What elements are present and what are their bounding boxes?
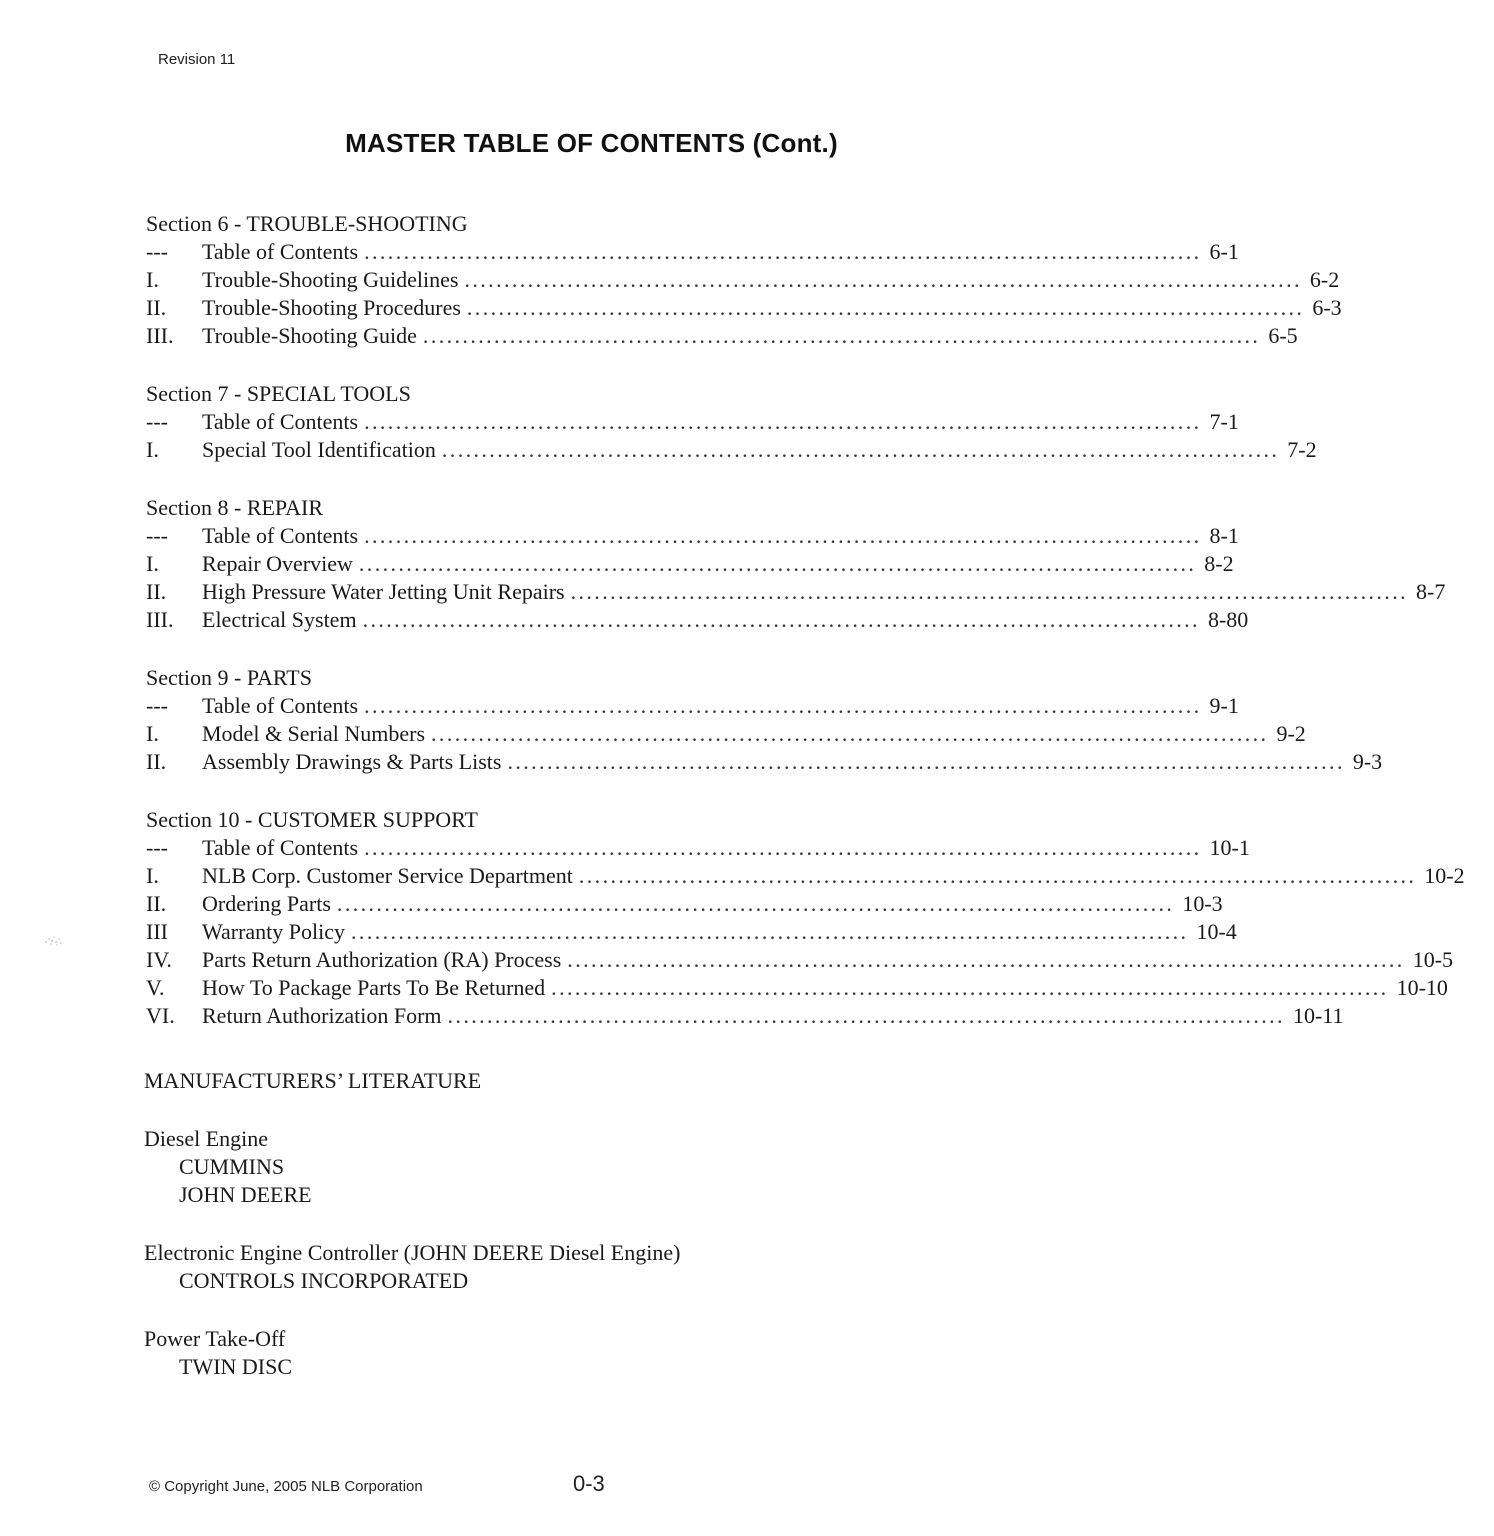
toc-section-6	[146, 210, 1342, 350]
revision-label: Revision 11	[158, 51, 236, 68]
entry-title: NLB Corp. Customer Service Department	[202, 863, 573, 888]
toc-entry[interactable]	[146, 890, 1223, 918]
dot-leader: ..........................................................................................................	[362, 607, 1200, 632]
toc-entry[interactable]	[146, 862, 1465, 890]
literature-manufacturer: JOHN DEERE	[179, 1182, 312, 1207]
entry-number: I.	[146, 437, 159, 462]
entry-title: Electrical System	[202, 607, 357, 632]
toc-entry[interactable]	[146, 692, 1239, 720]
entry-page: 10-3	[1182, 891, 1223, 916]
entry-page: 8-7	[1416, 579, 1446, 604]
entry-page: 8-80	[1207, 607, 1249, 632]
entry-number: II.	[146, 749, 167, 774]
entry-page: 10-4	[1196, 919, 1237, 944]
section-heading: Section 10 - CUSTOMER SUPPORT	[146, 807, 478, 832]
dot-leader: ..........................................................................................................	[364, 693, 1202, 718]
entry-number: II.	[146, 891, 167, 916]
entry-title: Assembly Drawings & Parts Lists	[202, 749, 502, 774]
entry-title: How To Package Parts To Be Returned	[202, 975, 546, 1000]
dot-leader: ..........................................................................................................	[431, 721, 1269, 746]
page-title: MASTER TABLE OF CONTENTS (Cont.)	[345, 128, 838, 158]
toc-entry[interactable]	[146, 578, 1446, 606]
dot-leader: ..........................................................................................................	[464, 267, 1302, 292]
entry-title: Return Authorization Form	[202, 1003, 442, 1028]
entry-title: Table of Contents	[202, 835, 359, 860]
literature-category: Electronic Engine Controller (JOHN DEERE Diesel Engine)	[144, 1240, 681, 1265]
entry-title: Table of Contents	[202, 693, 359, 718]
entry-page: 9-2	[1276, 721, 1306, 746]
dot-leader: ..........................................................................................................	[336, 891, 1175, 916]
entry-page: 6-3	[1312, 295, 1342, 320]
toc-section-10	[146, 806, 1465, 1030]
entry-page: 6-5	[1268, 323, 1298, 348]
dot-leader: ..........................................................................................................	[358, 551, 1197, 576]
entry-number: I.	[146, 267, 159, 292]
entry-page: 8-2	[1204, 551, 1234, 576]
entry-page: 9-3	[1352, 749, 1383, 774]
toc-entry[interactable]	[146, 720, 1306, 748]
entry-page: 6-1	[1209, 239, 1239, 264]
literature-group-power-take-off	[144, 1325, 680, 1381]
toc-section-8	[146, 494, 1446, 634]
literature-group-engine-controller	[144, 1239, 680, 1295]
literature-category: Power Take-Off	[144, 1326, 286, 1351]
entry-number: III.	[146, 323, 174, 348]
dot-leader: ..........................................................................................................	[447, 1003, 1285, 1028]
entry-title: Special Tool Identification	[202, 437, 436, 462]
entry-title: High Pressure Water Jetting Unit Repairs	[202, 579, 565, 604]
entry-number: ---	[146, 693, 168, 718]
entry-title: Trouble-Shooting Guidelines	[202, 267, 459, 292]
dot-leader: ..........................................................................................................	[570, 579, 1408, 604]
entry-number: ---	[146, 523, 168, 548]
entry-title: Trouble-Shooting Procedures	[202, 295, 461, 320]
copyright-notice: © Copyright June, 2005 NLB Corporation	[149, 1478, 423, 1495]
dot-leader: ..........................................................................................................	[422, 323, 1261, 348]
toc-entry[interactable]	[146, 322, 1298, 350]
dot-leader: ..........................................................................................................	[578, 863, 1417, 888]
literature-group-diesel-engine	[144, 1125, 680, 1209]
dot-leader: ..........................................................................................................	[551, 975, 1389, 1000]
entry-number: II.	[146, 579, 167, 604]
entry-number: ---	[146, 239, 168, 264]
entry-number: III.	[146, 607, 174, 632]
entry-page: 10-10	[1396, 975, 1448, 1000]
section-heading: Section 8 - REPAIR	[146, 495, 324, 520]
toc-entry[interactable]	[146, 748, 1383, 776]
entry-page: 7-1	[1209, 409, 1239, 434]
entry-page: 7-2	[1287, 437, 1317, 462]
entry-title: Trouble-Shooting Guide	[202, 323, 417, 348]
toc-entry[interactable]	[146, 522, 1239, 550]
toc-section-9	[146, 664, 1383, 776]
entry-title: Repair Overview	[202, 551, 353, 576]
dot-leader: ..........................................................................................................	[441, 437, 1280, 462]
entry-number: IV.	[146, 947, 172, 972]
dot-leader: ..........................................................................................................	[351, 919, 1189, 944]
dot-leader: ..........................................................................................................	[507, 749, 1345, 774]
entry-number: VI.	[146, 1003, 175, 1028]
entry-page: 10-2	[1424, 863, 1465, 888]
toc-entry[interactable]	[146, 550, 1234, 578]
section-heading: Section 6 - TROUBLE-SHOOTING	[146, 211, 468, 236]
entry-page: 10-5	[1412, 947, 1454, 972]
dot-leader: ..........................................................................................................	[567, 947, 1405, 972]
literature-heading: MANUFACTURERS’ LITERATURE	[144, 1068, 482, 1093]
entry-number: V.	[146, 975, 165, 1000]
toc-entry[interactable]	[146, 834, 1250, 862]
literature-manufacturer: CONTROLS INCORPORATED	[179, 1268, 469, 1293]
toc-entry[interactable]	[146, 918, 1237, 946]
toc-entry[interactable]	[146, 436, 1317, 464]
toc-section-7	[146, 380, 1317, 464]
toc-entry[interactable]	[146, 946, 1454, 974]
entry-page: 6-2	[1309, 267, 1340, 292]
entry-title: Ordering Parts	[202, 891, 331, 916]
section-heading: Section 7 - SPECIAL TOOLS	[146, 381, 411, 406]
entry-number: ---	[146, 409, 168, 434]
dot-leader: ..........................................................................................................	[364, 409, 1202, 434]
dot-leader: ..........................................................................................................	[364, 835, 1202, 860]
toc-entry[interactable]	[146, 606, 1249, 634]
entry-title: Parts Return Authorization (RA) Process	[202, 947, 562, 972]
manufacturers-literature	[144, 1067, 680, 1411]
dot-leader: ..........................................................................................................	[466, 295, 1305, 320]
toc-entry[interactable]	[146, 266, 1340, 294]
entry-number: ---	[146, 835, 168, 860]
entry-title: Table of Contents	[202, 523, 359, 548]
entry-page: 10-11	[1292, 1003, 1344, 1028]
entry-number: I.	[146, 551, 159, 576]
entry-number: II.	[146, 295, 167, 320]
scan-speck	[40, 930, 68, 948]
literature-category: Diesel Engine	[144, 1126, 269, 1151]
toc-entry[interactable]	[146, 1002, 1344, 1030]
dot-leader: ..........................................................................................................	[364, 239, 1202, 264]
entry-page: 10-1	[1209, 835, 1250, 860]
page-number: 0-3	[573, 1471, 605, 1496]
entry-number: I.	[146, 863, 159, 888]
toc-entry[interactable]	[146, 294, 1342, 322]
entry-page: 9-1	[1209, 693, 1239, 718]
literature-manufacturer: TWIN DISC	[179, 1354, 293, 1379]
toc-entry[interactable]	[146, 974, 1448, 1002]
entry-title: Model & Serial Numbers	[202, 721, 426, 746]
entry-title: Table of Contents	[202, 239, 359, 264]
section-heading: Section 9 - PARTS	[146, 665, 312, 690]
toc-entry[interactable]	[146, 408, 1239, 436]
dot-leader: ..........................................................................................................	[364, 523, 1202, 548]
entry-number: III	[146, 919, 168, 944]
toc-list	[146, 210, 1465, 1060]
toc-entry[interactable]	[146, 238, 1239, 266]
entry-title: Warranty Policy	[202, 919, 346, 944]
entry-page: 8-1	[1209, 523, 1239, 548]
entry-number: I.	[146, 721, 159, 746]
entry-title: Table of Contents	[202, 409, 359, 434]
literature-manufacturer: CUMMINS	[179, 1154, 285, 1179]
